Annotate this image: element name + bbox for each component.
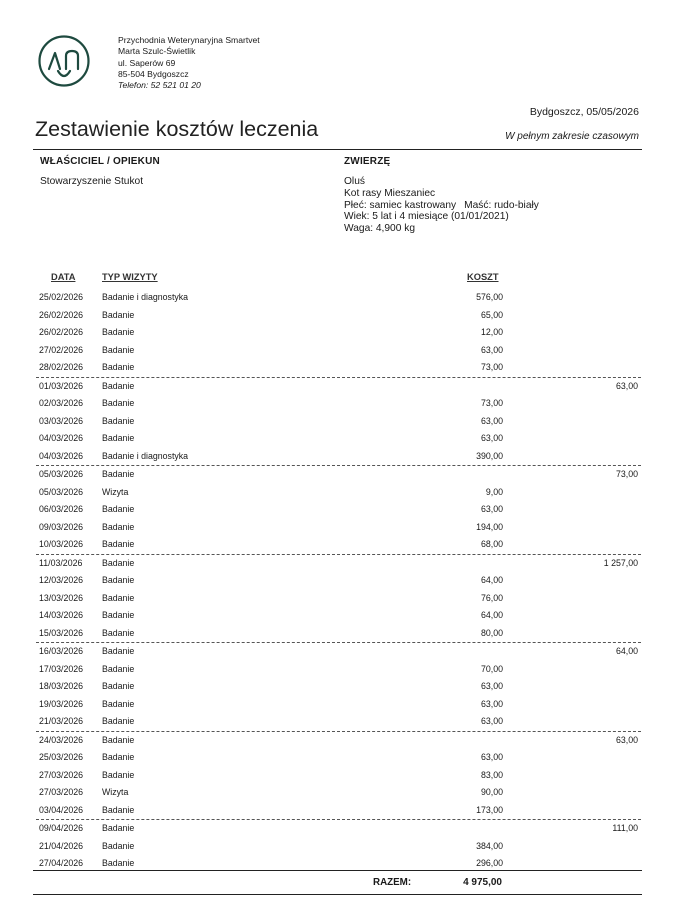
table-row	[36, 342, 506, 360]
animal-breed: Kot rasy Mieszaniec	[344, 187, 436, 199]
row-date: 13/03/2026	[39, 592, 84, 603]
row-visit-type: Badanie	[102, 681, 135, 691]
table-row	[36, 554, 641, 573]
animal-color: Maść: rudo-biały	[464, 199, 539, 211]
row-date: 04/03/2026	[39, 433, 84, 443]
header-divider	[33, 149, 642, 150]
row-visit-type: Badanie	[102, 592, 135, 603]
table-row	[36, 678, 506, 696]
row-visit-type: Badanie	[102, 309, 135, 320]
row-cost: 63,00	[480, 504, 503, 514]
row-date: 09/03/2026	[39, 521, 84, 532]
row-cost: 194,00	[476, 521, 503, 532]
row-date: 26/02/2026	[39, 309, 84, 320]
table-row	[36, 572, 506, 590]
table-row	[36, 413, 506, 431]
table-row	[36, 465, 641, 484]
row-visit-type: Badanie i diagnostyka	[102, 292, 189, 302]
row-cost: 64,00	[480, 575, 503, 585]
row-date: 25/02/2026	[39, 292, 84, 302]
row-cost: 73,00	[480, 398, 503, 408]
row-visit-type: Badanie	[102, 734, 135, 745]
row-cost: 73,00	[480, 362, 503, 372]
row-date: 26/02/2026	[39, 327, 84, 337]
row-visit-type: Badanie	[102, 823, 135, 833]
clinic-street: ul. Saperów 69	[118, 57, 176, 68]
clinic-name: Przychodnia Weterynaryjna Smartvet	[118, 35, 260, 45]
column-header-date: DATA	[51, 272, 76, 282]
row-date: 12/03/2026	[39, 575, 84, 585]
clinic-address-block	[118, 35, 260, 91]
table-row	[36, 802, 506, 820]
table-row	[36, 749, 506, 767]
table-row	[36, 767, 506, 785]
row-date: 27/02/2026	[39, 344, 84, 355]
row-date: 25/03/2026	[39, 752, 84, 762]
row-date: 21/03/2026	[39, 716, 84, 726]
table-row	[36, 536, 506, 554]
row-visit-type: Badanie	[102, 398, 135, 408]
row-date: 18/03/2026	[39, 681, 84, 691]
row-cost: 70,00	[480, 663, 503, 674]
table-row	[36, 484, 506, 502]
row-cost: 63,00	[615, 734, 638, 745]
row-date: 19/03/2026	[39, 698, 84, 709]
table-row	[36, 289, 506, 307]
table-row	[36, 819, 641, 838]
table-row	[36, 307, 506, 325]
row-visit-type: Badanie	[102, 769, 135, 780]
row-date: 27/03/2026	[39, 769, 84, 780]
footer-divider	[33, 894, 642, 895]
row-cost: 173,00	[476, 804, 503, 815]
row-cost: 63,00	[480, 415, 503, 426]
table-row	[36, 519, 506, 537]
table-row	[36, 713, 506, 731]
animal-weight: Waga: 4,900 kg	[344, 223, 415, 235]
row-cost: 65,00	[480, 309, 503, 320]
row-cost: 63,00	[480, 698, 503, 709]
row-visit-type: Badanie	[102, 716, 135, 726]
clinic-city: 85-504 Bydgoszcz	[118, 68, 189, 79]
column-header-type: TYP WIZYTY	[102, 272, 158, 282]
animal-sex: Płeć: samiec kastrowany	[344, 199, 457, 211]
row-date: 15/03/2026	[39, 627, 84, 638]
row-visit-type: Badanie	[102, 380, 135, 391]
row-visit-type: Badanie	[102, 504, 135, 514]
row-date: 01/03/2026	[39, 380, 84, 391]
row-visit-type: Badanie	[102, 840, 135, 851]
row-visit-type: Wizyta	[102, 486, 129, 497]
row-visit-type: Badanie	[102, 362, 135, 372]
row-date: 24/03/2026	[39, 734, 84, 745]
table-row	[36, 731, 641, 750]
clinic-doctor: Marta Szulc-Świetlik	[118, 46, 196, 57]
row-visit-type: Badanie i diagnostyka	[102, 450, 189, 461]
row-cost: 296,00	[476, 858, 503, 868]
animal-details	[344, 176, 539, 235]
animal-name: Oluś	[344, 176, 365, 187]
row-date: 06/03/2026	[39, 504, 84, 514]
row-date: 17/03/2026	[39, 663, 84, 674]
row-cost: 576,00	[476, 292, 503, 302]
row-date: 03/04/2026	[39, 804, 84, 815]
row-date: 16/03/2026	[39, 646, 84, 656]
row-visit-type: Badanie	[102, 327, 135, 337]
row-date: 11/03/2026	[39, 557, 83, 568]
row-cost: 90,00	[480, 787, 503, 797]
cost-table-body	[36, 289, 638, 873]
row-visit-type: Badanie	[102, 433, 135, 443]
row-visit-type: Badanie	[102, 858, 135, 868]
row-visit-type: Badanie	[102, 804, 135, 815]
table-row	[36, 430, 506, 448]
row-date: 09/04/2026	[39, 823, 84, 833]
document-scope: W pełnym zakresie czasowym	[505, 131, 639, 142]
row-visit-type: Badanie	[102, 415, 135, 426]
row-cost: 63,00	[615, 380, 638, 391]
row-date: 02/03/2026	[39, 398, 84, 408]
table-row	[36, 696, 506, 714]
table-row	[36, 642, 641, 661]
row-visit-type: Badanie	[102, 610, 135, 620]
row-date: 27/03/2026	[39, 787, 84, 797]
table-row	[36, 448, 506, 466]
row-cost: 63,00	[480, 433, 503, 443]
row-date: 27/04/2026	[39, 858, 84, 868]
row-date: 05/03/2026	[39, 486, 84, 497]
row-visit-type: Badanie	[102, 557, 135, 568]
row-visit-type: Badanie	[102, 698, 135, 709]
row-visit-type: Badanie	[102, 521, 135, 532]
document-place-date: Bydgoszcz, 05/05/2026	[529, 106, 639, 118]
row-visit-type: Badanie	[102, 627, 135, 638]
table-row	[36, 359, 506, 377]
row-cost: 1 257,00	[603, 557, 638, 568]
table-row	[36, 395, 506, 413]
row-cost: 390,00	[476, 450, 503, 461]
table-row	[36, 377, 641, 396]
row-date: 03/03/2026	[39, 415, 84, 426]
table-row	[36, 607, 506, 625]
row-cost: 384,00	[476, 840, 503, 851]
row-cost: 64,00	[480, 610, 503, 620]
total-value: 4 975,00	[463, 877, 502, 888]
row-visit-type: Badanie	[102, 575, 135, 585]
row-cost: 63,00	[480, 752, 503, 762]
clinic-logo-icon	[36, 33, 92, 89]
row-date: 21/04/2026	[39, 840, 84, 851]
row-cost: 68,00	[480, 539, 503, 549]
table-row	[36, 661, 506, 679]
row-cost: 12,00	[480, 327, 503, 337]
row-visit-type: Badanie	[102, 663, 135, 674]
row-date: 04/03/2026	[39, 450, 84, 461]
row-date: 10/03/2026	[39, 539, 84, 549]
document-title: Zestawienie kosztów leczenia	[35, 117, 319, 141]
owner-name: Stowarzyszenie Stukot	[40, 176, 144, 187]
row-visit-type: Badanie	[102, 646, 135, 656]
row-cost: 64,00	[615, 646, 638, 656]
animal-heading: ZWIERZĘ	[344, 156, 391, 167]
table-row	[36, 838, 506, 856]
row-cost: 9,00	[485, 486, 503, 497]
table-row	[36, 590, 506, 608]
total-label: RAZEM:	[373, 877, 412, 888]
table-row	[36, 625, 506, 643]
row-date: 14/03/2026	[39, 610, 84, 620]
row-date: 28/02/2026	[39, 362, 84, 372]
table-row	[36, 324, 506, 342]
animal-sex-color	[344, 200, 539, 212]
clinic-phone: Telefon: 52 521 01 20	[118, 80, 201, 91]
total-divider	[33, 870, 642, 871]
row-visit-type: Wizyta	[102, 787, 129, 797]
row-date: 05/03/2026	[39, 469, 84, 479]
column-header-cost: KOSZT	[467, 272, 499, 282]
row-cost: 63,00	[480, 344, 503, 355]
owner-heading: WŁAŚCICIEL / OPIEKUN	[40, 156, 160, 167]
row-visit-type: Badanie	[102, 539, 135, 549]
animal-age: Wiek: 5 lat i 4 miesiące (01/01/2021)	[344, 211, 509, 223]
row-cost: 111,00	[612, 823, 638, 833]
row-cost: 73,00	[615, 469, 638, 479]
row-cost: 80,00	[480, 627, 503, 638]
table-row	[36, 501, 506, 519]
row-cost: 63,00	[480, 681, 503, 691]
row-visit-type: Badanie	[102, 752, 135, 762]
row-visit-type: Badanie	[102, 344, 135, 355]
row-visit-type: Badanie	[102, 469, 135, 479]
row-cost: 76,00	[480, 592, 503, 603]
row-cost: 63,00	[480, 716, 503, 726]
table-row	[36, 784, 506, 802]
row-cost: 83,00	[480, 769, 503, 780]
